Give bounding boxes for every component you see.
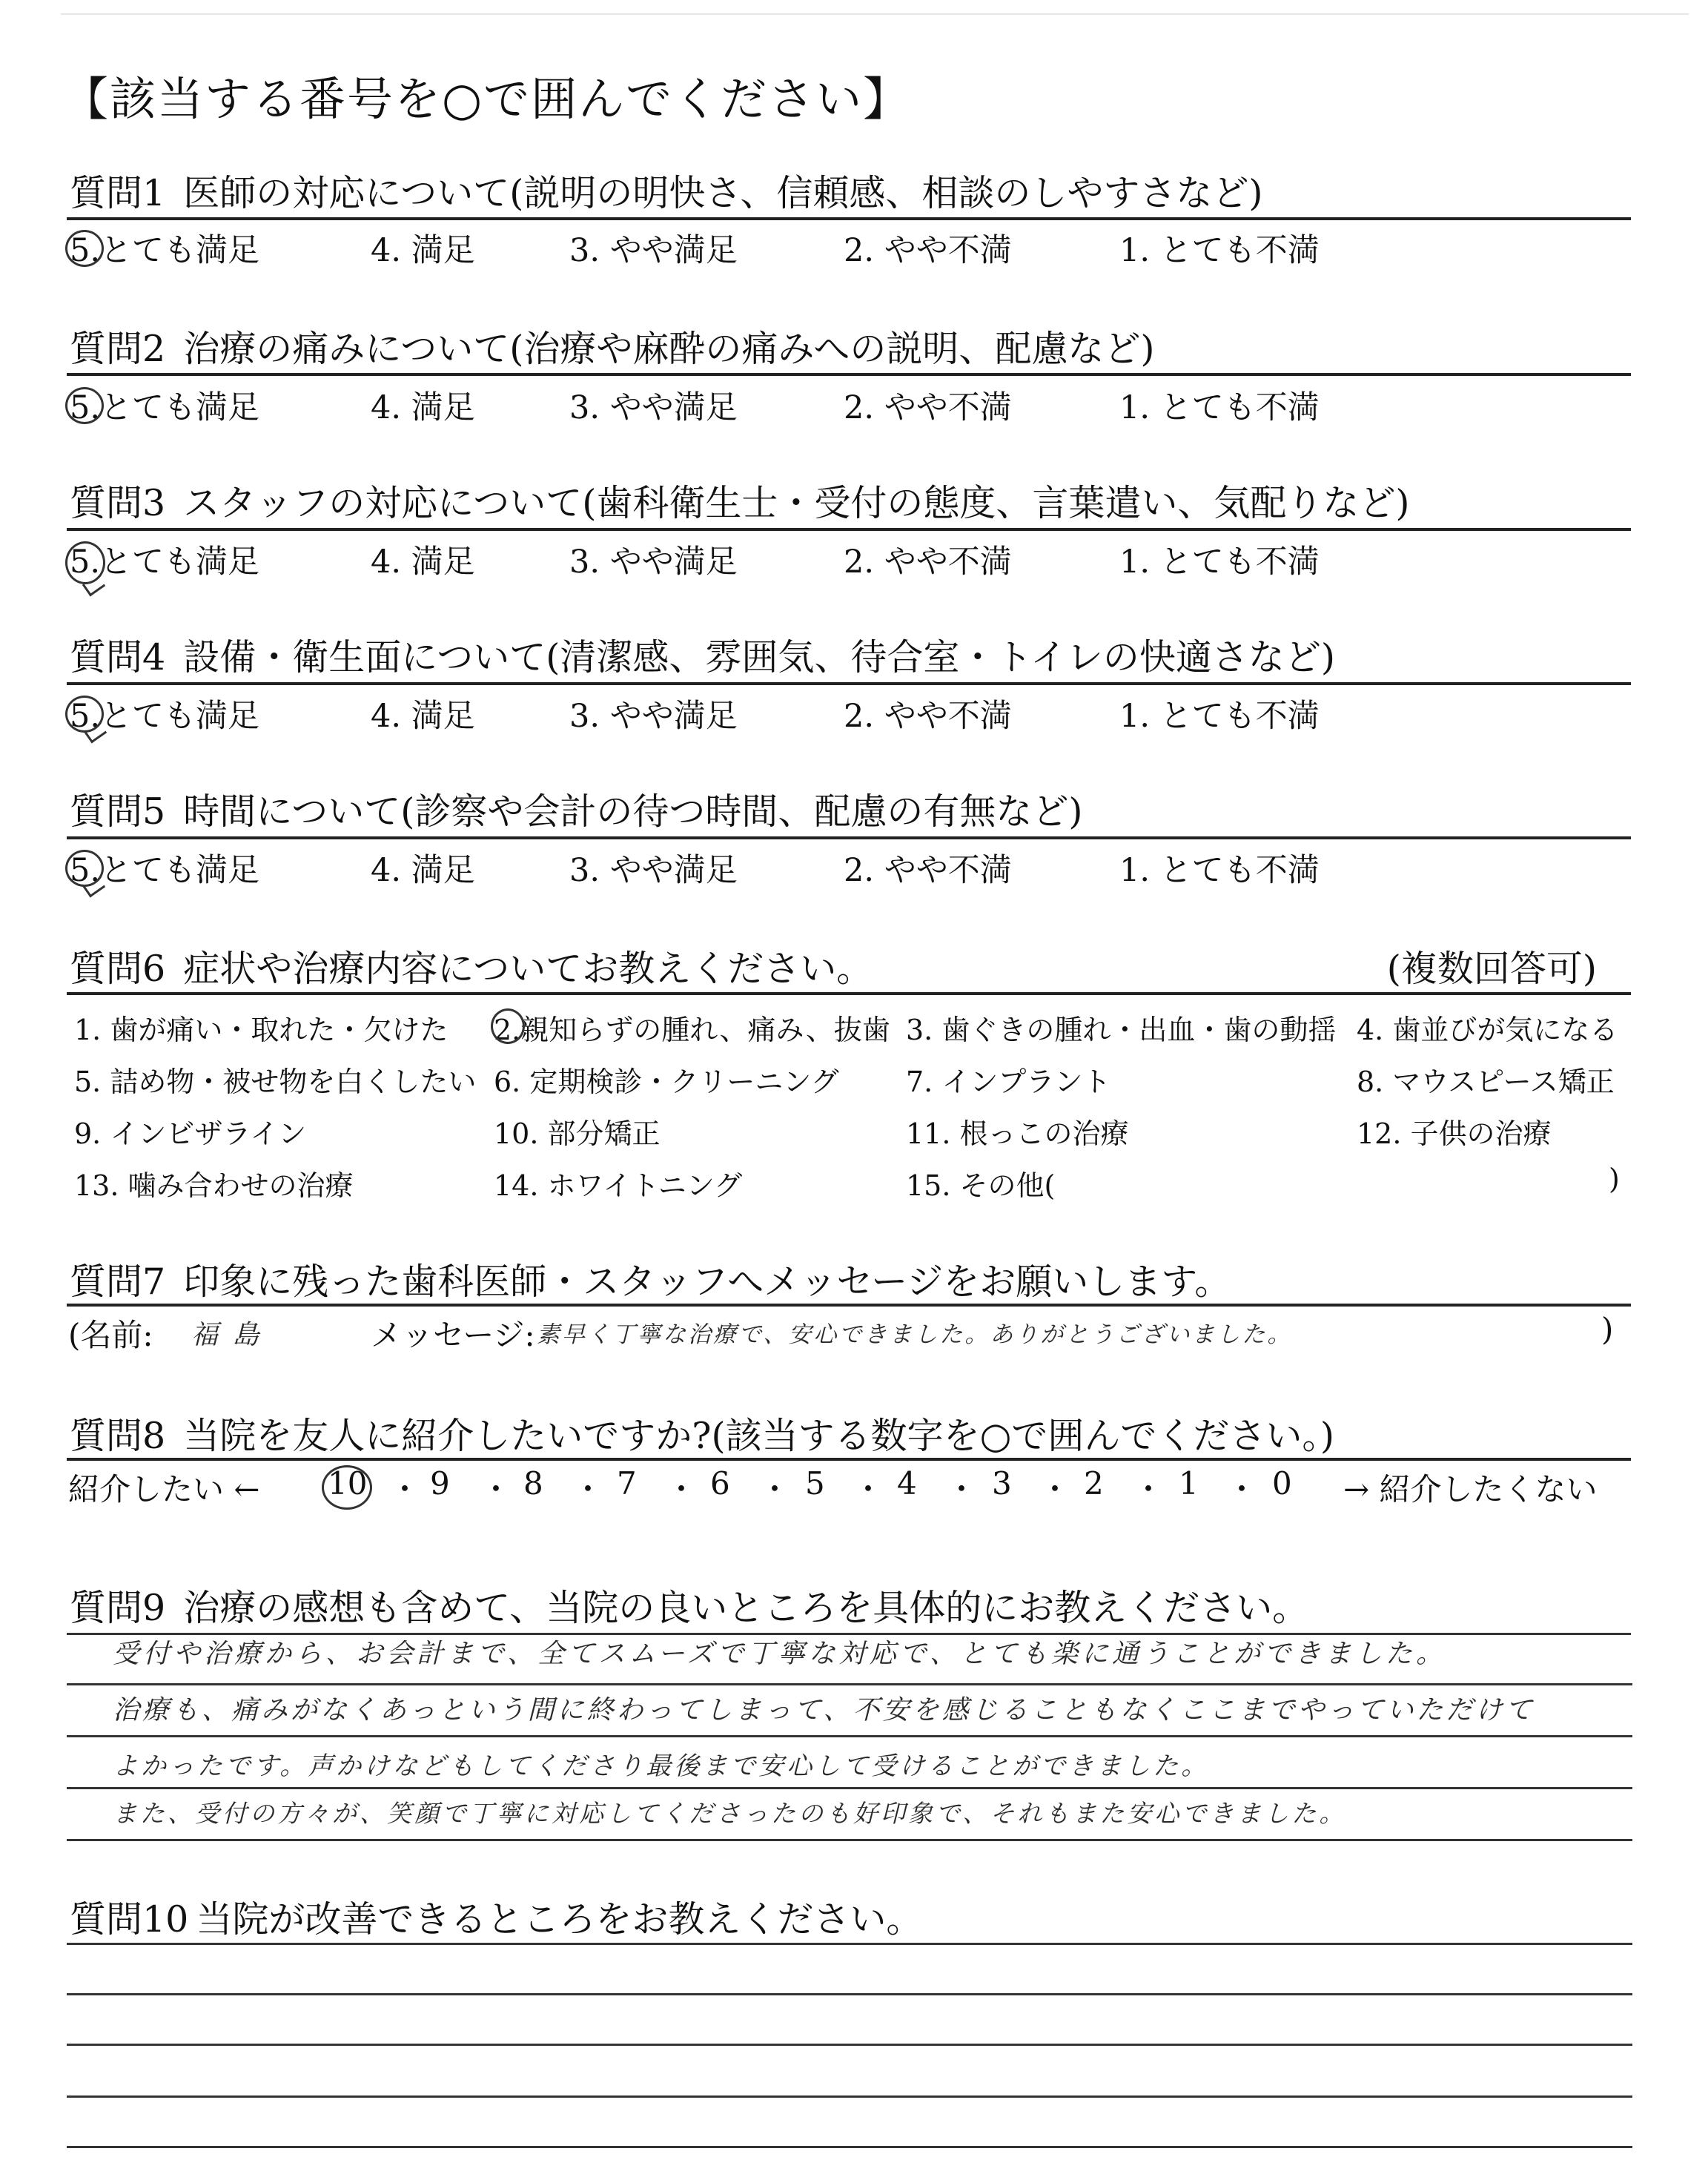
question-2-divider	[67, 373, 1631, 376]
option-1[interactable]: 1. とても不満	[1119, 389, 1320, 426]
question-number: 質問7	[70, 1261, 166, 1303]
option-5[interactable]: 5.とても満足	[70, 232, 260, 269]
scale-value-1[interactable]: 1	[1179, 1465, 1199, 1502]
question-8-divider	[67, 1458, 1631, 1461]
scale-value-9[interactable]: 9	[430, 1465, 450, 1502]
question-text: 治療の感想も含めて、当院の良いところを具体的にお教えください。	[183, 1587, 1309, 1629]
question-text: スタッフの対応について(歯科衛生士・受付の態度、言葉遣い、気配りなど)	[183, 482, 1410, 524]
selected-answer-circle	[65, 387, 104, 424]
option-2[interactable]: 2. やや不満	[844, 232, 1012, 269]
scale-value-4[interactable]: 4	[897, 1465, 917, 1502]
message-label: メッセージ:	[371, 1317, 535, 1353]
option-3[interactable]: 3. やや満足	[569, 698, 738, 735]
page-heading: 【該当する番号を○で囲んでください】	[62, 72, 911, 126]
option-5[interactable]: 5.とても満足	[70, 698, 260, 735]
name-label: (名前:	[68, 1317, 153, 1353]
treatment-item[interactable]: 3. 歯ぐきの腫れ・出血・歯の動揺	[906, 1014, 1337, 1046]
scale-separator: ・	[389, 1471, 421, 1507]
question-text: 設備・衛生面について(清潔感、雰囲気、待合室・トイレの快適さなど)	[183, 636, 1335, 678]
answer-line[interactable]	[67, 2044, 1632, 2046]
treatment-item[interactable]: 4. 歯並びが気になる	[1357, 1014, 1618, 1046]
question-4-title	[70, 629, 1335, 681]
answer-line[interactable]	[67, 1943, 1632, 1945]
scale-value-10[interactable]: 10	[328, 1465, 368, 1502]
question-number: 質問1	[70, 172, 166, 214]
question-number: 質問3	[70, 482, 166, 524]
handwritten-answer-line: よかったです。声かけなどもしてくださり最後まで安心して受けることができました。	[113, 1751, 1210, 1781]
scale-value-6[interactable]: 6	[710, 1465, 730, 1502]
question-2-options	[70, 383, 1634, 427]
question-4-options	[70, 691, 1634, 736]
question-7-title	[70, 1253, 1231, 1305]
option-3[interactable]: 3. やや満足	[569, 389, 738, 426]
answer-line[interactable]	[67, 1993, 1632, 1995]
treatment-item[interactable]: 12. 子供の治療	[1357, 1117, 1552, 1150]
option-1[interactable]: 1. とても不満	[1119, 232, 1320, 269]
question-4-divider	[67, 682, 1631, 685]
question-number: 質問4	[70, 636, 166, 678]
option-2[interactable]: 2. やや不満	[844, 852, 1012, 889]
treatment-item[interactable]: 6. 定期検診・クリーニング	[494, 1066, 839, 1098]
message-row	[68, 1311, 1632, 1358]
treatment-item[interactable]: 8. マウスピース矯正	[1357, 1066, 1615, 1098]
question-3-divider	[67, 528, 1631, 531]
closing-paren: )	[1601, 1311, 1614, 1347]
question-text: 症状や治療内容についてお教えください。	[183, 948, 873, 990]
option-4[interactable]: 4. 満足	[371, 852, 475, 889]
treatment-item[interactable]: 7. インプラント	[906, 1066, 1111, 1098]
scale-separator: ・	[853, 1471, 884, 1507]
question-5-title	[70, 783, 1082, 835]
handwritten-answer-line: 受付や治療から、お会計まで、全てスムーズで丁寧な対応で、とても楽に通うことができました。	[113, 1639, 1446, 1669]
handwritten-answer-line: また、受付の方々が、笑顔で丁寧に対応してくださったのも好印象で、それもまた安心できました。	[113, 1799, 1347, 1828]
question-number: 質問5	[70, 790, 166, 833]
question-text: 印象に残った歯科医師・スタッフへメッセージをお願いします。	[183, 1261, 1231, 1303]
scale-separator: ・	[666, 1471, 698, 1507]
option-4[interactable]: 4. 満足	[371, 698, 475, 735]
treatment-item[interactable]: 11. 根っこの治療	[906, 1117, 1129, 1150]
scale-separator: ・	[480, 1471, 512, 1507]
treatment-item[interactable]: 2.親知らずの腫れ、痛み、抜歯	[494, 1014, 890, 1046]
option-1[interactable]: 1. とても不満	[1119, 544, 1320, 581]
scale-value-7[interactable]: 7	[617, 1465, 637, 1502]
scale-separator: ・	[759, 1471, 791, 1507]
question-9-title	[70, 1579, 1308, 1631]
question-3-title	[70, 475, 1409, 526]
option-4[interactable]: 4. 満足	[371, 232, 475, 269]
scale-separator: ・	[572, 1471, 604, 1507]
treatment-item-other[interactable]: 15. その他(	[906, 1169, 1056, 1202]
recommend-scale	[68, 1465, 1634, 1514]
option-5[interactable]: 5.とても満足	[70, 544, 260, 581]
scale-value-2[interactable]: 2	[1084, 1465, 1104, 1502]
question-2-title	[70, 320, 1154, 372]
question-7-divider	[67, 1304, 1631, 1307]
question-number: 質問8	[70, 1415, 166, 1457]
selected-answer-circle	[322, 1465, 372, 1510]
top-divider	[61, 13, 1689, 15]
scale-right-label: → 紹介したくない	[1343, 1471, 1598, 1507]
option-5[interactable]: 5.とても満足	[70, 852, 260, 889]
message-field[interactable]: 素早く丁寧な治療で、安心できました。ありがとうございました。	[537, 1321, 1293, 1348]
selected-answer-circle	[491, 1008, 525, 1044]
question-10-title	[70, 1891, 922, 1943]
scale-separator: ・	[946, 1471, 978, 1507]
treatment-item[interactable]: 10. 部分矯正	[494, 1117, 661, 1150]
answer-line	[67, 1683, 1632, 1685]
handwritten-answer-line: 治療も、痛みがなくあっという間に終わってしまって、不安を感じることもなくここまでやっていただけて	[113, 1695, 1535, 1725]
question-number: 質問6	[70, 948, 166, 990]
question-6-title	[70, 940, 873, 992]
name-field[interactable]: 福 島	[191, 1320, 262, 1350]
option-4[interactable]: 4. 満足	[371, 544, 475, 581]
scale-value-0[interactable]: 0	[1272, 1465, 1292, 1502]
question-text: 当院が改善できるところをお教えください。	[196, 1898, 923, 1941]
option-1[interactable]: 1. とても不満	[1119, 698, 1320, 735]
treatment-item[interactable]: 5. 詰め物・被せ物を白くしたい	[74, 1066, 477, 1098]
question-number: 質問2	[70, 328, 166, 370]
question-text: 医師の対応について(説明の明快さ、信頼感、相談のしやすさなど)	[183, 172, 1263, 214]
option-2[interactable]: 2. やや不満	[844, 698, 1012, 735]
question-5-divider	[67, 836, 1631, 839]
question-1-title	[70, 165, 1262, 217]
treatment-item[interactable]: 13. 噛み合わせの治療	[74, 1169, 354, 1202]
scale-value-8[interactable]: 8	[523, 1465, 543, 1502]
question-number: 質問9	[70, 1587, 166, 1629]
option-4[interactable]: 4. 満足	[371, 389, 475, 426]
question-number: 質問10	[70, 1898, 189, 1941]
question-text: 治療の痛みについて(治療や麻酔の痛みへの説明、配慮など)	[183, 328, 1155, 370]
scale-left-label: 紹介したい ←	[68, 1471, 260, 1507]
option-1[interactable]: 1. とても不満	[1119, 852, 1320, 889]
answer-line	[67, 1839, 1632, 1841]
question-3-options	[70, 537, 1634, 581]
multiple-answer-note: (複数回答可)	[1386, 948, 1597, 990]
closing-paren: )	[1609, 1163, 1620, 1195]
question-8-title	[70, 1407, 1334, 1459]
question-text: 当院を友人に紹介したいですか?(該当する数字を○で囲んでください。)	[183, 1415, 1334, 1457]
option-3[interactable]: 3. やや満足	[569, 544, 738, 581]
scale-value-3[interactable]: 3	[992, 1465, 1012, 1502]
option-2[interactable]: 2. やや不満	[844, 389, 1012, 426]
treatment-item[interactable]: 1. 歯が痛い・取れた・欠けた	[74, 1014, 448, 1046]
option-3[interactable]: 3. やや満足	[569, 232, 738, 269]
scale-separator: ・	[1133, 1471, 1165, 1507]
question-text: 時間について(診察や会計の待つ時間、配慮の有無など)	[183, 790, 1083, 833]
scale-separator: ・	[1226, 1471, 1258, 1507]
question-1-divider	[67, 217, 1631, 220]
scale-separator: ・	[1039, 1471, 1071, 1507]
answer-line	[67, 1735, 1632, 1737]
treatment-item[interactable]: 9. インビザライン	[74, 1117, 307, 1150]
question-5-options	[70, 845, 1634, 890]
treatment-item[interactable]: 14. ホワイトニング	[494, 1169, 743, 1202]
scale-value-5[interactable]: 5	[805, 1465, 825, 1502]
option-2[interactable]: 2. やや不満	[844, 544, 1012, 581]
question-1-options	[70, 225, 1634, 270]
answer-line[interactable]	[67, 2095, 1632, 2098]
option-5[interactable]: 5.とても満足	[70, 389, 260, 426]
option-3[interactable]: 3. やや満足	[569, 852, 738, 889]
answer-line[interactable]	[67, 2146, 1632, 2148]
selected-answer-circle	[65, 230, 104, 267]
question-6-divider	[67, 992, 1631, 995]
treatment-checklist	[74, 1007, 1638, 1229]
answer-line	[67, 1787, 1632, 1789]
